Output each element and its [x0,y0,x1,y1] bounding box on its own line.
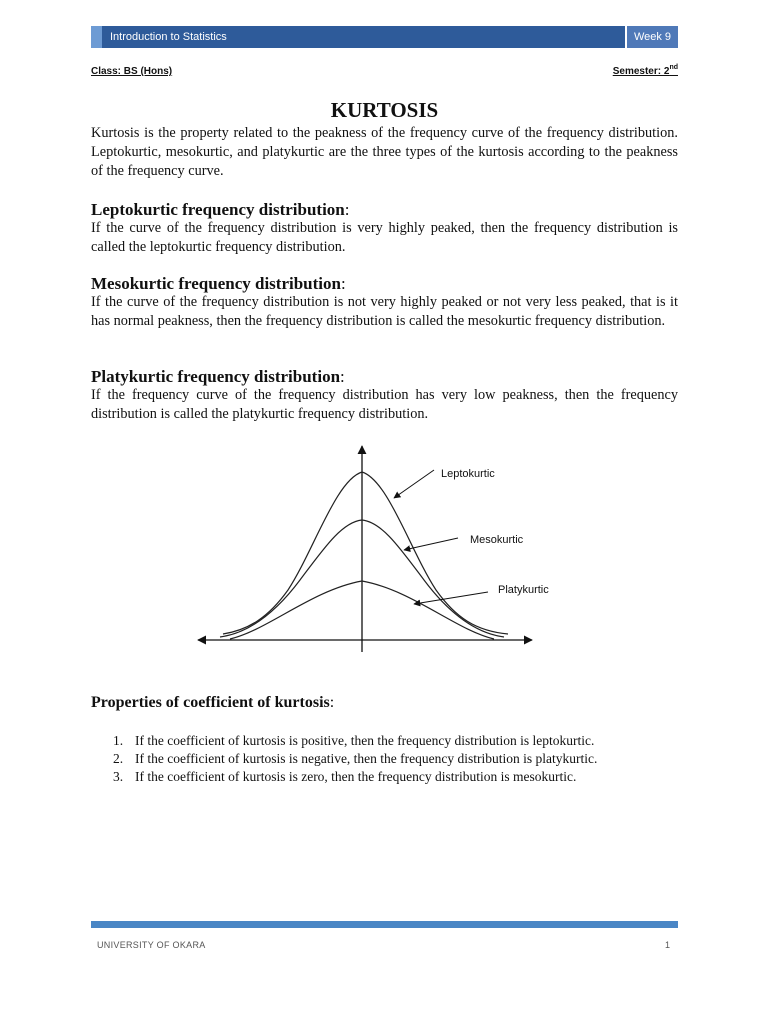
heading-colon: : [344,200,350,219]
kurtosis-figure [190,440,570,655]
page-number: 1 [664,940,670,950]
properties-heading [91,694,334,712]
section-body-mesokurtic: If the curve of the frequency distribution is not very highly peaked or not very less peaked, that is it has normal peakness, then the frequency distribution is called the mesokurtic frequency distribution. [91,294,678,329]
list-item [91,750,678,768]
list-number: 2. [113,751,124,766]
list-text: If the coefficient of kurtosis is positive, then the frequency distribution is leptokurtic. [135,733,595,748]
list-number: 1. [113,733,124,748]
section-heading-platykurtic [91,367,345,387]
week-label: Week 9 [627,26,678,48]
platykurtic-label: Platykurtic [498,584,549,596]
list-item [91,768,678,786]
course-title: Introduction to Statistics [110,31,227,43]
semester-text: Semester: 2 [612,66,670,77]
footer-university: UNIVERSITY OF OKARA [97,940,206,950]
section-heading-text: Leptokurtic frequency distribution [91,200,345,219]
section-body-leptokurtic: If the curve of the frequency distribution is very highly peaked, then the frequency distribution is called the leptokurtic frequency distribution. [91,220,678,255]
properties-list [91,732,678,786]
semester-label [613,66,678,77]
section-heading-text: Platykurtic frequency distribution [91,367,341,386]
properties-heading-text: Properties of coefficient of kurtosis [91,694,330,711]
footer-line [91,921,678,928]
mesokurtic-pointer [404,538,458,550]
page-title: KURTOSIS [330,98,439,122]
platykurtic-pointer [414,592,488,604]
section-heading-text: Mesokurtic frequency distribution [91,274,341,293]
header-accent [91,26,102,48]
mesokurtic-label: Mesokurtic [470,534,524,546]
list-item [91,732,678,750]
list-number: 3. [113,769,124,784]
list-text: If the coefficient of kurtosis is negative, then the frequency distribution is platykurtic. [135,751,598,766]
leptokurtic-curve [223,472,508,634]
list-text: If the coefficient of kurtosis is zero, then the frequency distribution is mesokurtic. [135,769,577,784]
section-heading-mesokurtic [91,274,346,294]
heading-colon: : [340,367,345,386]
section-heading-leptokurtic [91,200,350,220]
intro-paragraph: Kurtosis is the property related to the peakness of the frequency curve of the frequency distribution. Leptokurtic, mesokurtic, and platykurtic are the three types of the kurtosis according to the peakness of the frequency curve. [91,125,678,179]
leptokurtic-label: Leptokurtic [441,468,495,480]
leptokurtic-pointer [394,470,434,498]
heading-colon: : [340,274,346,293]
class-label: Class: BS (Hons) [91,66,173,77]
heading-colon: : [329,694,335,711]
section-body-platykurtic: If the frequency curve of the frequency distribution has very low peakness, then the frequency distribution is called the platykurtic frequency distribution. [91,387,678,422]
semester-suffix: nd [669,64,678,71]
